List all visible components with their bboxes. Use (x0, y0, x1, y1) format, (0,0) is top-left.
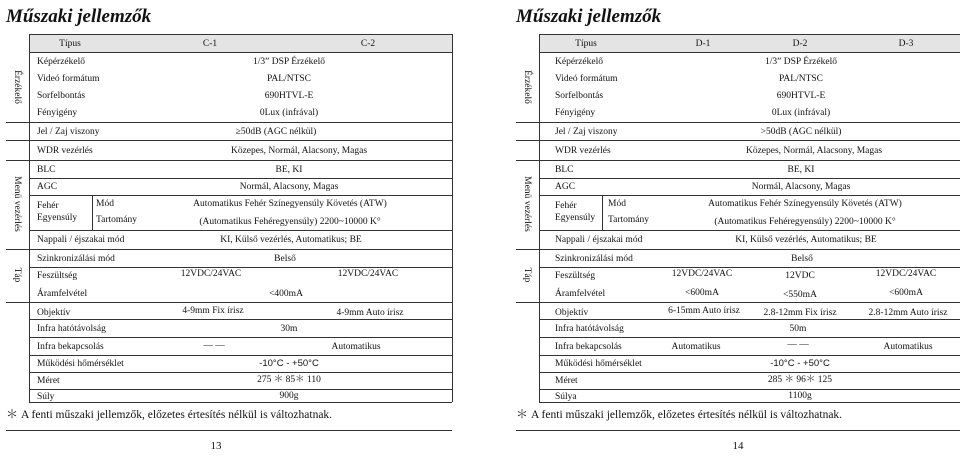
row-value-ir-switch-c2: Automatikus (331, 342, 381, 352)
spec-table (6, 34, 452, 402)
row-value-daynight: KI, Külső vezérlés, Automatikus; BE (735, 235, 877, 245)
row-value-wdr: Közepes, Normál, Alacsony, Magas (745, 146, 883, 156)
row-value-size: 285 ＊ 96＊ 125 (767, 375, 833, 385)
row-label-sync: Szinkronizálási mód (555, 254, 633, 264)
group-menu: Menü vezérlés (522, 176, 532, 232)
row-label-agc: AGC (37, 182, 58, 192)
row-label-ir-switch: Infra bekapcsolás (555, 342, 622, 352)
row-label-video: Videó formátum (555, 74, 618, 84)
row-label-resolution: Sorfelbontás (37, 91, 86, 101)
row-label-wb-range: Tartomány (96, 215, 138, 225)
type-header-label: Típus (575, 39, 597, 49)
type-header-label: Típus (59, 39, 81, 49)
row-label-temperature: Működési hőmérséklet (555, 359, 642, 369)
group-power: Táp (522, 267, 532, 283)
row-value-wb-mode: Automatikus Fehér Színegyensúly Követés (ATW) (193, 199, 387, 209)
row-value-wb-range: (Automatikus Fehéregyensúly) 2200~10000 K° (714, 217, 896, 227)
row-label-wb-mode: Mód (96, 199, 114, 209)
row-value-current-d3: <600mA (889, 288, 923, 298)
row-value-current-d2: <550mA (783, 290, 817, 300)
footnote-text: A fenti műszaki jellemzők, előzetes értesítés nélkül is változhatnak. (21, 409, 333, 421)
row-value-ir-switch-d3: Automatikus (883, 342, 933, 352)
row-label-blc: BLC (37, 165, 56, 175)
row-value-voltage-d2: 12VDC (785, 271, 815, 281)
row-label-current: Áramfelvétel (555, 289, 606, 299)
row-value-voltage-c1: 12VDC/24VAC (180, 269, 242, 279)
row-value-ir-switch-d1: Automatikus (671, 342, 721, 352)
group-sensor: Érzékelő (12, 70, 22, 104)
row-value-wb-range: (Automatikus Fehéregyensúly) 2200~10000 K° (199, 217, 381, 227)
row-label-wdr: WDR vezérlés (555, 146, 611, 156)
row-value-snr: >50dB (AGC nélkül) (760, 127, 842, 137)
row-value-blc: BE, KI (275, 165, 303, 175)
footnote (6, 405, 332, 422)
row-value-lens-c2: 4-9mm Auto írisz (336, 308, 404, 318)
row-value-resolution: 690HTVL-E (264, 91, 314, 101)
footnote (516, 405, 842, 422)
row-label-current: Áramfelvétel (37, 289, 88, 299)
row-value-daynight: KI, Külső vezérlés, Automatikus; BE (220, 235, 362, 245)
row-value-ir-range: 50m (789, 324, 807, 334)
row-label-wb-range: Tartomány (608, 215, 650, 225)
page-number: 13 (210, 440, 222, 452)
footnote-text: A fenti műszaki jellemzők, előzetes értesítés nélkül is változhatnak. (531, 409, 843, 421)
row-value-agc: Normál, Alacsony, Magas (239, 182, 339, 192)
row-value-video: PAL/NTSC (779, 74, 823, 84)
row-label-voltage: Feszültség (555, 271, 596, 281)
row-value-wdr: Közepes, Normál, Alacsony, Magas (230, 146, 368, 156)
group-menu: Menü vezérlés (12, 176, 22, 232)
row-value-agc: Normál, Alacsony, Magas (751, 182, 851, 192)
row-label-voltage: Feszültség (37, 271, 78, 281)
row-value-ir-range: 30m (280, 324, 298, 334)
row-value-lens-c1: 4-9mm Fix írisz (182, 306, 244, 316)
row-value-light: 0Lux (infrával) (771, 108, 831, 118)
row-label-lens: Objektív (37, 308, 71, 318)
row-label-wdr: WDR vezérlés (37, 146, 93, 156)
row-label-daynight: Nappali / éjszakai mód (555, 235, 643, 245)
type-col-d1: D-1 (695, 39, 711, 49)
row-value-lens-d1: 6-15mm Auto írisz (668, 306, 740, 316)
row-label-lens: Objektív (555, 308, 589, 318)
row-value-snr: ≥50dB (AGC nélkül) (235, 127, 317, 137)
spec-page-left (6, 0, 452, 456)
row-value-ir-switch-d2: — — (787, 340, 809, 350)
row-label-snr: Jel / Zaj viszony (37, 127, 100, 137)
row-label-sensor: Képérzékelő (37, 57, 85, 67)
row-value-sensor: 1/3” DSP Érzékelő (765, 57, 837, 67)
row-value-blc: BE, KI (787, 165, 815, 175)
group-power: Táp (12, 267, 22, 283)
row-value-wb-mode: Automatikus Fehér Színegyensúly Követés (ATW) (708, 199, 902, 209)
row-value-size: 275 ＊ 85＊ 110 (257, 375, 321, 385)
spec-table (516, 34, 960, 402)
row-label-white-balance: Fehér Egyensúly (555, 201, 596, 223)
row-label-daynight: Nappali / éjszakai mód (37, 235, 125, 245)
row-label-light: Fényigény (37, 108, 78, 118)
row-value-voltage-d1: 12VDC/24VAC (671, 269, 733, 279)
row-value-voltage-d3: 12VDC/24VAC (875, 269, 937, 279)
row-label-ir-range: Infra hatótávolság (555, 324, 624, 334)
row-label-temperature: Működési hőmérséklet (37, 359, 124, 369)
page-rule (516, 430, 960, 431)
row-label-agc: AGC (555, 182, 576, 192)
spec-page-right (516, 0, 960, 456)
row-value-weight: 900g (279, 391, 299, 401)
row-label-light: Fényigény (555, 108, 596, 118)
row-value-video: PAL/NTSC (267, 74, 311, 84)
row-label-size: Méret (555, 376, 578, 386)
page-number: 14 (732, 440, 744, 452)
row-value-sensor: 1/3” DSP Érzékelő (253, 57, 325, 67)
row-label-ir-range: Infra hatótávolság (37, 324, 106, 334)
row-value-resolution: 690HTVL-E (776, 91, 826, 101)
row-value-lens-d3: 2.8-12mm Auto írisz (868, 308, 948, 318)
row-label-weight: Súly (37, 392, 55, 402)
row-label-video: Videó formátum (37, 74, 100, 84)
row-label-white-balance: Fehér Egyensúly (37, 201, 78, 223)
row-value-voltage-c2: 12VDC/24VAC (337, 269, 399, 279)
row-value-lens-d2: 2.8-12mm Fix írisz (763, 308, 837, 318)
row-label-blc: BLC (555, 165, 574, 175)
row-value-ir-switch-c1: — — (203, 341, 225, 351)
row-value-current-d1: <600mA (685, 288, 719, 298)
row-value-weight: 1100g (788, 391, 812, 401)
row-value-light: 0Lux (infrával) (259, 108, 319, 118)
row-label-size: Méret (37, 376, 60, 386)
type-col-d3: D-3 (898, 39, 914, 49)
row-label-wb-mode: Mód (608, 199, 626, 209)
group-sensor: Érzékelő (522, 70, 532, 104)
type-col-c2: C-2 (360, 39, 376, 49)
row-value-sync: Belső (274, 254, 296, 264)
table-header-background (29, 34, 452, 52)
row-label-sensor: Képérzékelő (555, 57, 603, 67)
row-value-sync: Belső (791, 254, 813, 264)
row-label-resolution: Sorfelbontás (555, 91, 604, 101)
row-label-sync: Szinkronizálási mód (37, 254, 115, 264)
row-value-current: <400mA (269, 289, 303, 299)
row-value-temperature: -10°C - +50°C (770, 358, 830, 369)
page-rule (6, 430, 452, 431)
table-header-background (539, 34, 960, 52)
page-title: Műszaki jellemzők (6, 6, 152, 27)
type-col-c1: C-1 (202, 39, 218, 49)
row-label-weight: Súlya (555, 392, 577, 402)
footnote-marker: ＊ (6, 407, 19, 421)
row-label-ir-switch: Infra bekapcsolás (37, 342, 104, 352)
page-title: Műszaki jellemzők (516, 6, 662, 27)
footnote-marker: ＊ (516, 407, 529, 421)
row-value-temperature: -10°C - +50°C (259, 358, 319, 369)
type-col-d2: D-2 (792, 39, 808, 49)
row-label-snr: Jel / Zaj viszony (555, 127, 618, 137)
